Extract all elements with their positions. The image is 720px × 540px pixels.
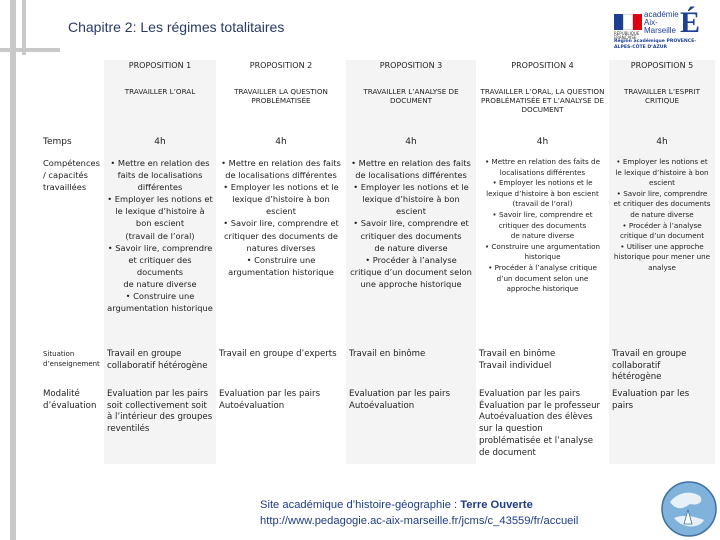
focus-4: TRAVAILLER L’ORAL, LA QUESTION PROBLÉMATISÉE ET L’ANALYSE DE DOCUMENT [476, 86, 609, 136]
slide-title: Chapitre 2: Les régimes totalitaires [68, 19, 285, 35]
competence-item: • Procéder à l’analyse critique d’un document selon une approche historique [350, 254, 472, 289]
competence-item: • Construire une argumentation historique [484, 241, 601, 262]
competence-item: • Procéder à l’analyse critique d’un document [619, 220, 705, 241]
decor-bar-vertical-1 [10, 0, 16, 540]
situation-4: Travail en binôme Travail individuel [476, 348, 609, 388]
competences-label: Compétences / capacités travaillées [40, 156, 104, 348]
propositions-table [40, 60, 715, 464]
header-proposition-1: PROPOSITION 1 [104, 60, 216, 86]
competence-item: • Mettre en relation des faits de localisations différentes [351, 158, 471, 181]
competence-item: de nature diverse [123, 278, 197, 289]
evaluation-label: Modalité d’évaluation [40, 388, 104, 464]
footer-url-link[interactable]: http://www.pedagogie.ac-aix-marseille.fr/jcms/c_43559/fr/accueil [260, 515, 579, 527]
situation-5: Travail en groupe collaboratif hétérogène [609, 348, 715, 388]
competence-item: • Savoir lire, comprendre et critiquer des documents de natures diverses [223, 218, 339, 253]
header-proposition-2: PROPOSITION 2 [216, 60, 346, 86]
competences-2 [216, 156, 346, 348]
time-2: 4h [216, 136, 346, 156]
decor-bar-horizontal [0, 48, 60, 52]
competence-item: • Employer les notions et le lexique d’histoire à bon escient [107, 194, 213, 229]
focus-3: TRAVAILLER L’ANALYSE DE DOCUMENT [346, 86, 476, 136]
competence-item: • Savoir lire, comprendre et critiquer des documents de nature diverse [613, 188, 711, 219]
competence-item: • Construire une argumentation historique [228, 254, 334, 277]
region-text: Région académique PROVENCE-ALPES-CÔTE D’AZUR [614, 39, 697, 50]
french-flag-icon [614, 14, 642, 30]
time-label: Temps [40, 136, 104, 156]
competence-item: • Mettre en relation des faits de localisations différentes [221, 158, 341, 181]
focus-row [40, 86, 715, 136]
academy-name: académie Aix-Marseille [644, 10, 679, 35]
time-5: 4h [609, 136, 715, 156]
academy-logo [610, 8, 710, 54]
republic-text: RÉPUBLIQUE FRANÇAISE [614, 31, 640, 40]
competence-item: • Procéder à l’analyse critique d’un document selon une approche historique [488, 262, 597, 294]
evaluation-3: Evaluation par les pairs Autoévaluation [346, 388, 476, 464]
competences-1 [104, 156, 216, 348]
competence-item: • Savoir lire, comprendre et critiquer des documents [353, 218, 469, 241]
competence-item: (travail de l’oral) [512, 199, 573, 209]
competence-item: • Mettre en relation des faits de localisations différentes [485, 157, 600, 177]
focus-5: TRAVAILLER L’ESPRIT CRITIQUE [609, 86, 715, 136]
time-3: 4h [346, 136, 476, 156]
competence-item: • Employer les notions et le lexique d’histoire à bon escient [486, 178, 599, 198]
competences-3 [346, 156, 476, 348]
evaluation-2: Evaluation par les pairs Autoévaluation [216, 388, 346, 464]
footer-prefix: Site académique d’histoire-géographie : [260, 499, 461, 511]
competences-4 [476, 156, 609, 348]
time-4: 4h [476, 136, 609, 156]
evaluation-1: Evaluation par les pairs soit collectivement soit à l’intérieur des groupes reventilés [104, 388, 216, 464]
competence-item: • Construire une argumentation historique [107, 291, 213, 314]
focus-1: TRAVAILLER L’ORAL [104, 86, 216, 136]
terre-ouverte-globe-icon [660, 480, 718, 538]
footer-site-name[interactable]: Terre Ouverte [460, 499, 533, 511]
situation-3: Travail en binôme [346, 348, 476, 388]
competence-item: de nature diverse [374, 242, 448, 253]
competence-item: • Employer les notions et le lexique d’histoire à bon escient [223, 182, 339, 217]
competence-item: (travail de l’oral) [125, 230, 195, 241]
header-proposition-4: PROPOSITION 4 [476, 60, 609, 86]
competences-row [40, 156, 715, 348]
decor-bar-vertical-2 [22, 0, 26, 55]
situation-row [40, 348, 715, 388]
competence-item: • Employer les notions et le lexique d’histoire à bon escient [615, 157, 709, 188]
situation-label: Situation d’enseignement [40, 348, 104, 388]
evaluation-5: Evaluation par les pairs [609, 388, 715, 464]
header-row [40, 60, 715, 86]
footer [260, 497, 578, 529]
corner-cell [40, 60, 104, 86]
competence-item: • Savoir lire, comprendre et critiquer des documents [492, 209, 593, 230]
situation-1: Travail en groupe collaboratif hétérogène [104, 348, 216, 388]
header-proposition-3: PROPOSITION 3 [346, 60, 476, 86]
focus-2: TRAVAILLER LA QUESTION PROBLÉMATISÉE [216, 86, 346, 136]
competence-item: • Mettre en relation des faits de localisations différentes [110, 158, 210, 193]
competence-item: • Utiliser une approche historique pour mener une analyse [613, 241, 711, 272]
academy-e-icon: É [680, 6, 701, 39]
evaluation-row [40, 388, 715, 464]
evaluation-4: Evaluation par les pairs Évaluation par le professeur Autoévaluation des élèves sur la question problématisée et l’analyse de document [476, 388, 609, 464]
competence-item: • Savoir lire, comprendre et critiquer des documents [107, 242, 213, 277]
situation-2: Travail en groupe d’experts [216, 348, 346, 388]
header-proposition-5: PROPOSITION 5 [609, 60, 715, 86]
time-1: 4h [104, 136, 216, 156]
competences-5 [609, 156, 715, 348]
competence-item: • Employer les notions et le lexique d’histoire à bon escient [353, 182, 469, 217]
competence-item: de nature diverse [510, 231, 575, 241]
time-row [40, 136, 715, 156]
